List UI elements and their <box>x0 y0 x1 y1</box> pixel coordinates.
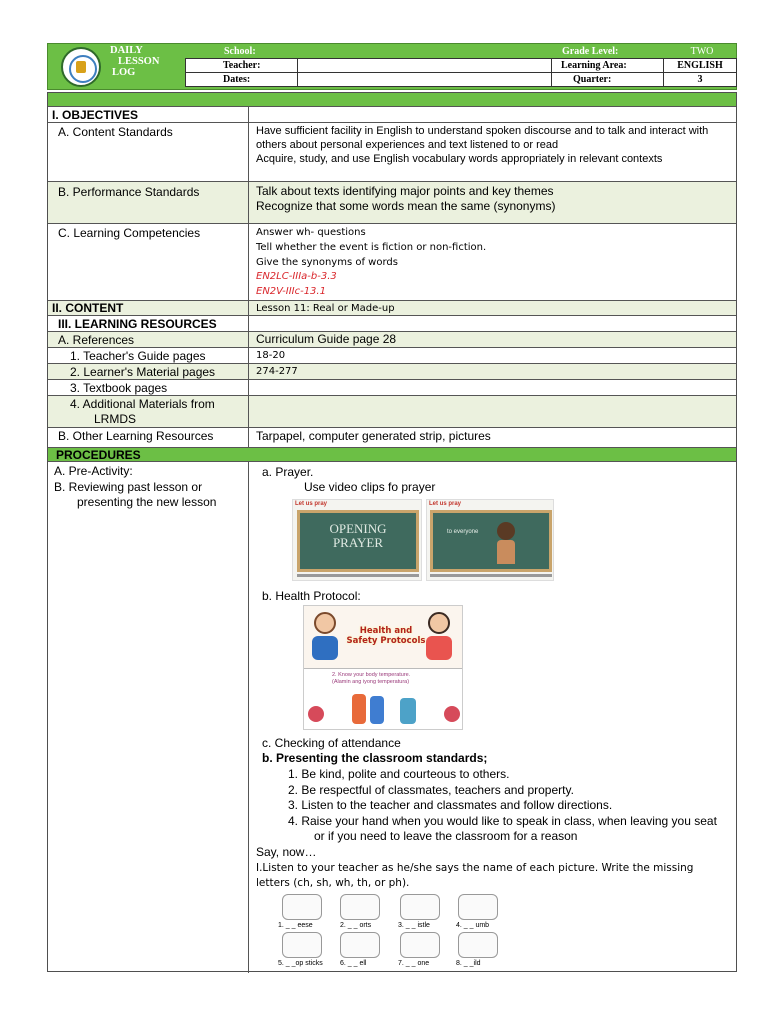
standard-4: 4. Raise your hand when you would like to speak in class, when leaving you seat <box>288 814 717 828</box>
health-tip-1: 2. Know your body temperature. <box>332 672 411 678</box>
child-2-icon <box>370 696 384 724</box>
reviewing-label-2: presenting the new lesson <box>77 495 217 509</box>
chalkboard-image-2 <box>430 510 552 572</box>
health-title <box>342 626 430 646</box>
teacher-field[interactable] <box>297 58 552 73</box>
item-7: 7. _ _ one <box>398 960 430 967</box>
child-icon <box>458 932 498 958</box>
references-row <box>48 331 736 347</box>
girl-face-icon <box>428 612 450 634</box>
thumb-icon <box>458 894 498 920</box>
opening-prayer-text <box>300 522 416 550</box>
chopsticks-icon <box>282 932 322 958</box>
school-label: School: <box>224 46 256 57</box>
item-2: 2. _ _ orts <box>340 922 372 929</box>
standard-1: 1. Be kind, polite and courteous to others. <box>288 767 510 781</box>
quarter-value: 3 <box>663 72 737 87</box>
prayer-item: a. Prayer. <box>262 465 314 479</box>
phone-icon <box>400 932 440 958</box>
performance-standards-label: B. Performance Standards <box>58 185 200 199</box>
grade-value: TWO <box>690 46 714 57</box>
health-tip <box>332 672 410 686</box>
additional-materials-label-2: LRMDS <box>94 412 137 426</box>
content-standards-row <box>48 122 736 181</box>
learners-material-row <box>48 363 736 379</box>
item-3: 3. _ _ istle <box>398 922 430 929</box>
teacher-label: Teacher: <box>185 58 298 73</box>
lesson-table <box>47 92 737 972</box>
to-everyone-text: to everyone <box>447 529 479 535</box>
performance-line-1: Talk about texts identifying major points and key themes <box>256 184 554 198</box>
nurse-icon <box>400 698 416 724</box>
girl-praying-video[interactable] <box>426 499 554 581</box>
dates-label: Dates: <box>185 72 298 87</box>
say-now: Say, now… <box>256 845 317 859</box>
content-standards-label: A. Content Standards <box>58 125 173 139</box>
prayer-sub: Use video clips fo prayer <box>304 480 436 494</box>
grade-label: Grade Level: <box>562 46 619 57</box>
logo-line-2: LESSON <box>118 56 160 67</box>
performance-standards-row <box>48 181 736 223</box>
content-standard-line-2: others about personal experiences and text listened to or read <box>256 139 559 151</box>
item-1: 1. _ _ eese <box>278 922 313 929</box>
competency-code-1: EN2LC-IIIa-b-3.3 <box>256 271 337 282</box>
logo-line-1: DAILY <box>110 45 143 56</box>
panel-divider <box>304 668 463 669</box>
teachers-guide-value: 18-20 <box>256 350 286 361</box>
teachers-guide-label: 1. Teacher's Guide pages <box>70 349 206 363</box>
competency-code-2: EN2V-IIIc-13.1 <box>256 286 326 297</box>
other-resources-value: Tarpapel, computer generated strip, pictures <box>256 429 491 443</box>
health-tip-2: (Alamin ang iyong temperatura) <box>332 679 410 685</box>
content-standard-line-3: Acquire, study, and use English vocabulary words appropriately in relevant contexts <box>256 153 663 165</box>
learners-material-label: 2. Learner's Material pages <box>70 365 216 379</box>
phonics-worksheet <box>278 894 508 974</box>
references-value: Curriculum Guide page 28 <box>256 332 397 346</box>
competency-line-3: Give the synonyms of words <box>256 257 398 268</box>
performance-line-2: Recognize that some words mean the same (synonyms) <box>256 199 556 213</box>
content-label: II. CONTENT <box>52 301 124 315</box>
textbook-label: 3. Textbook pages <box>70 381 168 395</box>
video-progress-bar-2[interactable] <box>430 574 552 577</box>
references-label: A. References <box>58 333 135 347</box>
content-value: Lesson 11: Real or Made-up <box>256 303 395 314</box>
dll-title <box>110 45 180 78</box>
chalkboard-image <box>297 510 419 572</box>
deped-seal-icon <box>61 47 101 87</box>
other-resources-label: B. Other Learning Resources <box>58 429 214 443</box>
opening-prayer-video[interactable] <box>292 499 422 581</box>
item-5: 5. _ _op sticks <box>278 960 323 967</box>
shorts-icon <box>340 894 380 920</box>
instruction-line-2: letters (ch, sh, wh, th, or ph). <box>256 877 410 889</box>
shell-icon <box>340 932 380 958</box>
standard-3: 3. Listen to the teacher and classmates and follow directions. <box>288 798 613 812</box>
logo-line-3: LOG <box>112 67 136 78</box>
competency-line-2: Tell whether the event is fiction or non-fiction. <box>256 242 487 253</box>
learning-competencies-label: C. Learning Competencies <box>58 226 201 240</box>
attendance-item: c. Checking of attendance <box>262 736 401 750</box>
green-band <box>48 93 736 106</box>
standard-2: 2. Be respectful of classmates, teachers and property. <box>288 783 574 797</box>
item-6: 6. _ _ ell <box>340 960 367 967</box>
whistle-icon <box>400 894 440 920</box>
competency-line-1: Answer wh- questions <box>256 227 366 238</box>
learning-competencies-row <box>48 223 736 300</box>
let-us-pray-tag-2: Let us pray <box>429 501 462 507</box>
learners-material-value: 274-277 <box>256 366 298 377</box>
standards-heading: b. Presenting the classroom standards; <box>262 751 488 765</box>
boy-face-icon <box>314 612 336 634</box>
health-protocol-item: b. Health Protocol: <box>262 589 361 603</box>
area-value: ENGLISH <box>663 58 737 73</box>
content-standard-line-1: Have sufficient facility in English to understand spoken discourse and to talk and interact with <box>256 125 709 137</box>
textbook-row <box>48 379 736 395</box>
virus-icon <box>308 706 324 722</box>
health-protocol-image <box>303 605 463 730</box>
item-4: 4. _ _ umb <box>456 922 490 929</box>
opening-line-2: PRAYER <box>332 535 384 550</box>
dates-field[interactable] <box>297 72 552 87</box>
health-title-1: Health and <box>359 626 413 636</box>
area-label: Learning Area: <box>551 58 664 73</box>
additional-materials-row <box>48 395 736 427</box>
header-banner <box>47 43 737 90</box>
opening-line-1: OPENING <box>329 521 387 536</box>
objectives-row <box>48 106 736 122</box>
child-1-icon <box>352 694 366 724</box>
procedures-row <box>48 461 736 973</box>
video-progress-bar[interactable] <box>297 574 419 577</box>
girl-head-icon <box>497 522 515 540</box>
pre-activity-label: A. Pre-Activity: <box>54 464 133 478</box>
cheese-icon <box>282 894 322 920</box>
item-8: 8. _ _ild <box>456 960 481 967</box>
additional-materials-label-1: 4. Additional Materials from <box>70 397 215 411</box>
procedures-heading: PROCEDURES <box>56 448 141 462</box>
content-row <box>48 300 736 315</box>
reviewing-label-1: B. Reviewing past lesson or <box>54 480 203 494</box>
health-title-2: Safety Protocols <box>346 636 426 646</box>
resources-row <box>48 315 736 331</box>
quarter-label: Quarter: <box>551 72 664 87</box>
girl-body-icon <box>497 540 515 564</box>
resources-label: III. LEARNING RESOURCES <box>58 317 217 331</box>
instruction-line-1: I.Listen to your teacher as he/she says the name of each picture. Write the missing <box>256 862 694 874</box>
procedures-band <box>48 447 736 461</box>
teachers-guide-row <box>48 347 736 363</box>
other-resources-row <box>48 427 736 447</box>
standard-4-cont: or if you need to leave the classroom for a reason <box>314 829 578 843</box>
objectives-heading: I. OBJECTIVES <box>52 108 139 122</box>
let-us-pray-tag: Let us pray <box>295 501 328 507</box>
boy-body-icon <box>312 636 338 660</box>
virus-icon-2 <box>444 706 460 722</box>
